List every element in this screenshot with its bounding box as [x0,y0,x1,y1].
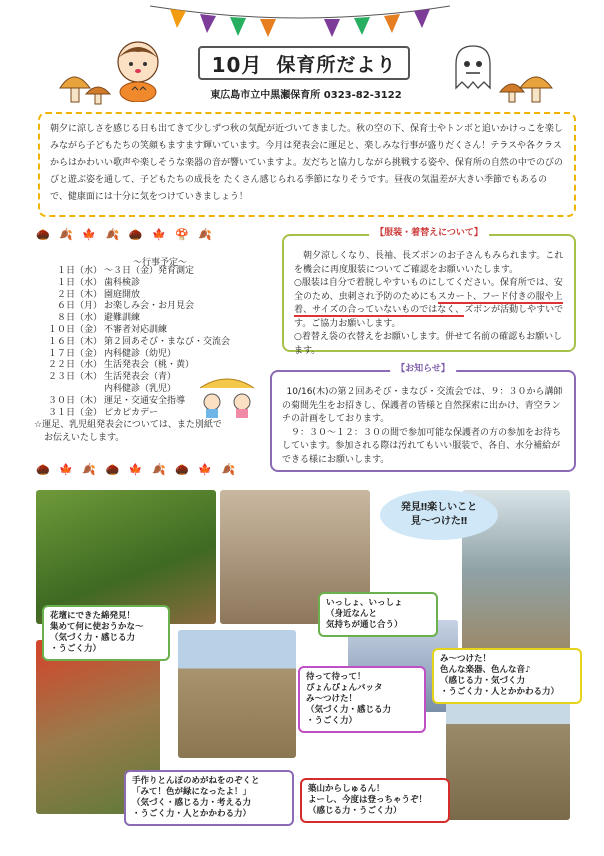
schedule-event: 運足・交通安全指導 [104,395,186,406]
schedule-event: ～３日（金）発育測定 [104,266,195,276]
ghost-icon [452,44,494,92]
clothing-p1: 朝夕涼しくなり、長袖、長ズボンのお子さんもみられます。これを機会に再度服装についてご確認をお願いいたします。 [294,251,564,275]
clothing-underline: スカート、フード付きの服や上着、サイズの合っていないものではなく、 [294,291,563,315]
schedule-item [34,349,274,361]
caption-hill [300,778,450,823]
caption-grasshopper [298,666,426,733]
schedule-event: 内科健診（乳児） [104,383,177,394]
schedule-note: ☆運足、乳児組発表会については、また別紙で [34,420,222,431]
caption-line: ・うごく力） [306,716,358,726]
schedule-item [34,313,274,325]
caption-line: 色んな楽器、色んな音♪ [440,665,531,675]
clothing-p3: ○着替え袋の衣替えをお願いします。併せて名前の確認もお願いします。 [294,332,563,356]
clothing-p2: ○服装は自分で着脱しやすいものにしてください。保育所では、安全のため、虫刺され予防のためにもスカート、フード付きの服や上着、サイズの合っていないものではなく、ズボンが活動しやすいです。ご協力お願いします。 [294,278,564,329]
schedule-item [34,301,274,313]
autumn-decoration-row: 🌰 🍁 🍂 🌰 🍁 🍂 🌰 🍁 🍂 [36,463,239,476]
caption-line: （身近なんと [326,609,378,619]
schedule-date: ２２日（水） [47,360,102,371]
school-name: 東広島市立中黒瀬保育所 0323-82-3122 [210,90,402,101]
schedule-date: ２３日（木） [47,372,102,383]
discovery-bubble: 発見‼楽しいこと 見～つけた‼ [380,490,498,540]
schedule-event: 園庭開放 [104,289,141,300]
announcement-label: 【お知らせ】 [390,363,456,377]
schedule-event: 生活発表会（桃・黄） [104,360,195,371]
caption-line: ・うごく力・人とかかわる力） [440,687,560,697]
caption-line: （気づく・感じる力・考える力 [132,798,252,808]
caption-line: 待って待って！ [306,672,366,682]
schedule-date: ３０日（木） [47,395,102,406]
schedule-date: ２日（木） [56,289,102,300]
schedule-date: １日（水） [56,266,102,276]
schedule-item [34,266,274,278]
caption-line: み～つけた！ [306,694,358,704]
caption-line: み～つけた！ [440,654,492,664]
title-main: 保育所だより [276,53,397,76]
autumn-decoration-row: 🌰 🍂 🍁 🍂 🌰 🍁 🍄 🍂 [36,228,216,241]
caption-music [432,648,582,704]
caption-line: （気づく力・感じる力 [306,705,392,715]
page-title [198,46,410,80]
bunting-decoration [150,0,450,40]
caption-line: よーし、今度は登っちゃうぞ！ [308,795,428,805]
schedule-date: １７日（金） [47,348,102,359]
mushroom-icon [56,66,112,106]
schedule-event: 第２回あそび・まなび・交流会 [104,336,231,347]
title-month: 10月 [211,52,263,77]
schedule-item [34,360,274,372]
schedule-event: 生活発表会（青） [104,372,177,383]
schedule-date [34,384,104,396]
schedule-event: 避難訓練 [104,313,141,324]
mushroom-icon [498,66,554,106]
caption-line: （気づく力・感じる力 [50,633,136,643]
clothing-notice-label: 【服装・着替えについて】 [369,227,489,241]
schedule-date: ８日（水） [56,313,102,324]
schedule-title: ～行事予定～ [132,258,187,268]
schedule-date: １日（水） [56,277,102,288]
caption-garden [42,605,170,661]
caption-line: ・うごく力・人とかかわる力） [132,809,252,819]
photo-field [178,630,296,758]
schedule-event: 内科健診（幼児） [104,348,177,359]
schedule-date: ６日（月） [56,301,102,312]
schedule-event: お楽しみ会・お月見会 [104,301,195,312]
schedule-item [34,337,274,349]
caption-line: いっしょ、いっしょ [326,598,403,608]
schedule-date: １６日（木） [47,336,102,347]
caption-line: （感じる力・気づく力 [440,676,526,686]
schedule-date: ３１日（金） [47,407,102,418]
caption-boxes [318,592,438,637]
caption-line: ・うごく力） [50,644,102,654]
schedule-date: １０日（金） [47,324,102,335]
pumpkin-girl-icon [108,38,168,102]
caption-line: （感じる力・うごく力） [308,806,402,816]
schedule-item [34,278,274,290]
caption-line: 築山からしゅるん！ [308,784,385,794]
announcement-notice [270,364,576,472]
caption-line: 手作りとんぼのめがねをのぞくと [132,776,260,786]
photo-garden [36,490,216,624]
children-illustration [196,374,258,420]
intro-text: 朝夕に涼しさを感じる日も出てきて少しずつ秋の気配が近づいてきました。秋の空の下、保育士やトンボと追いかけっこを楽しみながら子どもたちの笑顔もますます輝いています。今月は発表会に運足と、楽しみな行事が盛りだくさん！テラスや各クラスからはかわいい歌声や楽しそうな楽器の音が響いていますよ。友だちと協力しながら挑戦する姿や、保育所の自然の中でのびのびと遊ぶ姿を通して、子どもたちの成長を たくさん感じられる季節になりそうです。昼夜の気温差が大きい季節でもあるので、健康面には十分に気をつけていきましょう！ [38,112,576,217]
caption-line: ぴょんぴょんバッタ [306,683,383,693]
schedule-event: ピカピカデー [104,407,159,418]
caption-line: 気持ちが通じ合う） [326,620,403,630]
clothing-notice [282,228,576,356]
schedule-note: お伝えいたします。 [44,433,125,444]
schedule-item [34,325,274,337]
schedule-event: 歯科検診 [104,277,141,288]
announcement-p1: 10/16(木)の第２回あそび・まなび・交流会では、９：３０から講師の菊間先生をお招きし、保護者の皆様と自然探索に出かけ、青空ランチの計画をしております。 [282,387,563,424]
announcement-p2: ９：３０～１２：３０の間で参加可能な保護者の方の参加をお待ちしています。参加される際は汚れてもいい服装で、各自、水分補給ができる様にお願いします。 [282,427,562,465]
caption-line: 花壇にできた綿発見！ [50,611,136,621]
caption-line: 集めて何に使おうかな～ [50,622,144,632]
schedule-item [34,290,274,302]
schedule-event: 不審者対応訓練 [104,324,168,335]
caption-line: 「みて！色が緑になったよ！」 [132,787,252,797]
caption-dragonfly [124,770,294,826]
